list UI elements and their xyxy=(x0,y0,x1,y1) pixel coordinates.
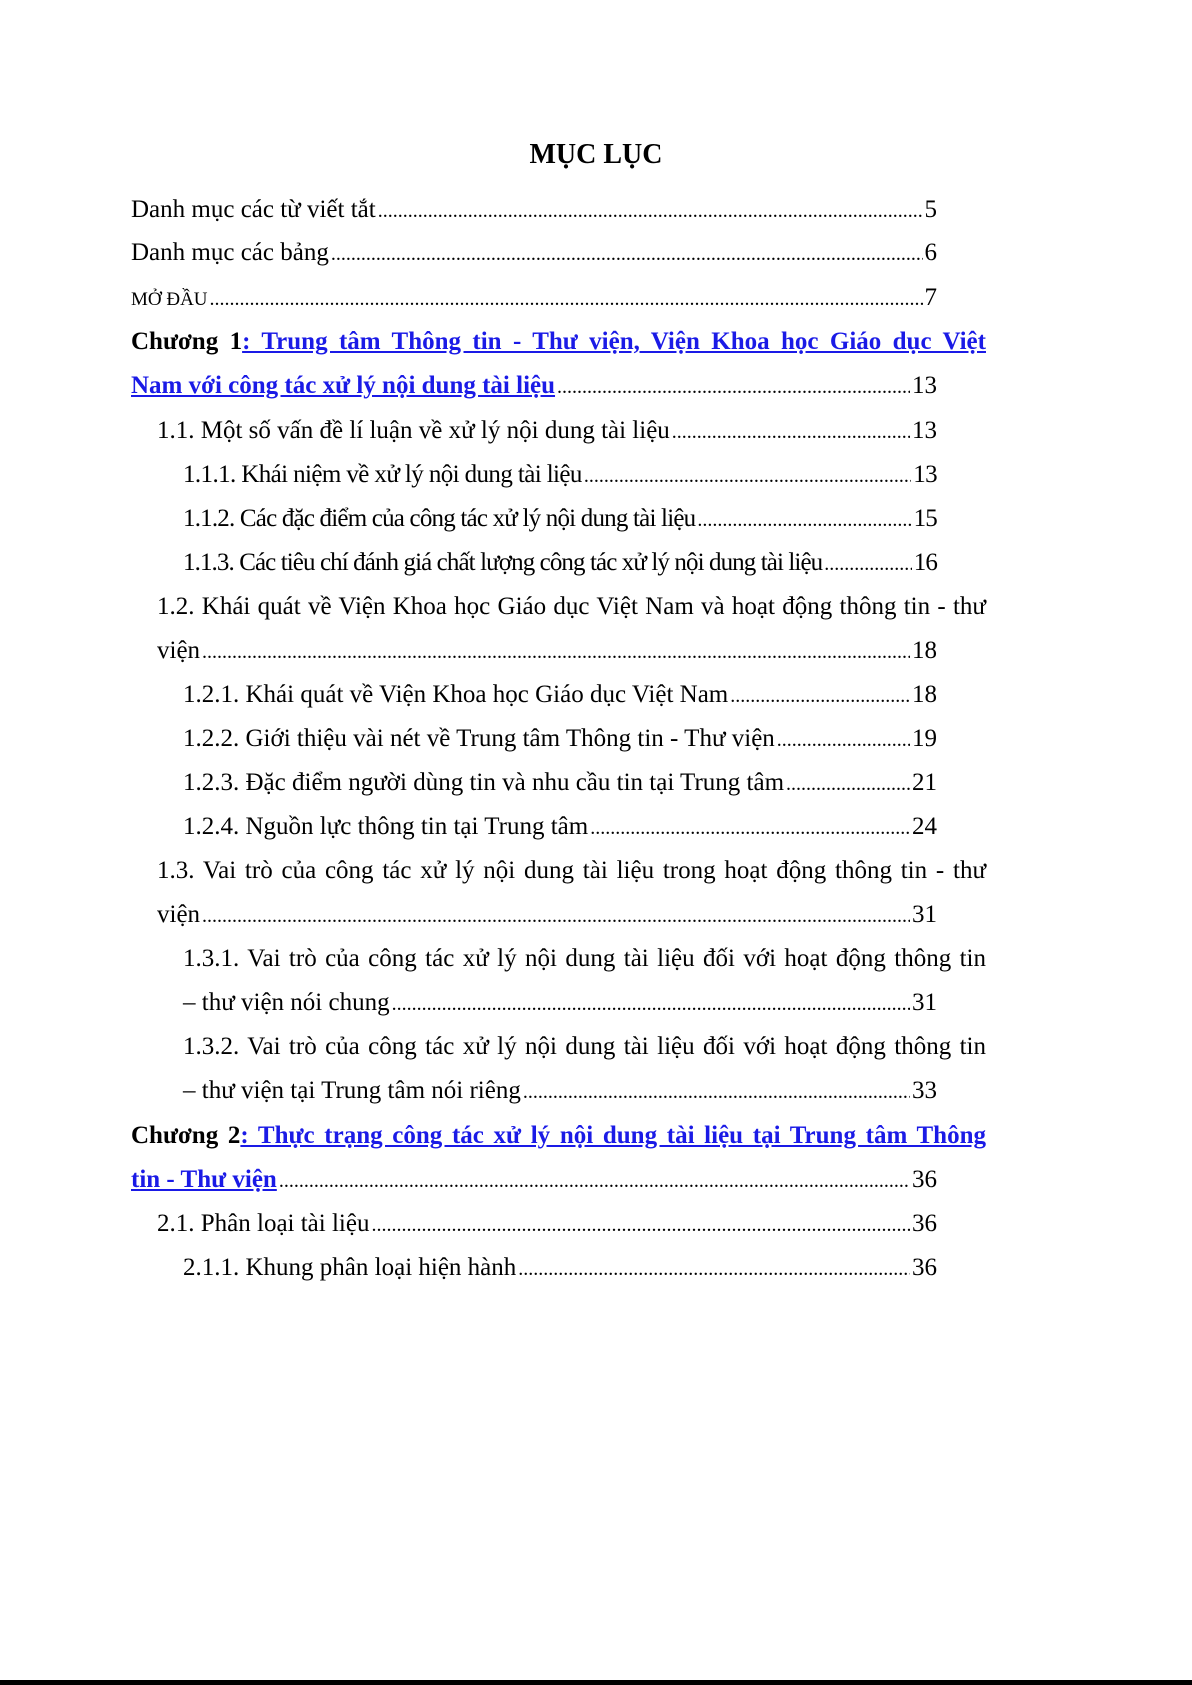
chapter-1-link-continued[interactable]: Nam với công tác xử lý nội dung tài liệu xyxy=(131,372,556,399)
toc-page-number: 6 xyxy=(924,239,937,266)
toc-entry-1-2-2[interactable] xyxy=(183,723,937,756)
toc-page-number: 31 xyxy=(912,901,937,928)
toc-page-number: 7 xyxy=(924,284,937,311)
toc-entry-1-3-1-line2[interactable] xyxy=(183,987,937,1020)
toc-entry-label: – thư viện tại Trung tâm nói riêng xyxy=(183,1077,521,1104)
dot-leader xyxy=(584,460,911,492)
toc-page-number: 13 xyxy=(913,461,937,488)
toc-page-number: 18 xyxy=(912,681,937,708)
dot-leader xyxy=(730,680,910,712)
toc-entry-label: 1.1. Một số vấn đề lí luận về xử lý nội dung tài liệu xyxy=(157,417,670,444)
toc-page-number: 33 xyxy=(912,1077,937,1104)
toc-entry-1-2-line1[interactable]: 1.2. Khái quát về Viện Khoa học Giáo dục Việt Nam và hoạt động thông tin - thư xyxy=(157,593,986,620)
dot-leader xyxy=(523,1076,910,1108)
toc-entry-1-1-1[interactable] xyxy=(183,459,937,492)
toc-entry-1-2-3[interactable] xyxy=(183,767,937,800)
toc-page-number: 18 xyxy=(912,637,937,664)
toc-page-number: 21 xyxy=(912,769,937,796)
toc-entry-label: MỞ ĐẦU xyxy=(131,289,208,310)
dot-leader xyxy=(672,416,910,448)
toc-page-number: 13 xyxy=(912,372,937,399)
toc-entry-label: Danh mục các bảng xyxy=(131,239,329,266)
toc-page-number: 36 xyxy=(912,1166,937,1193)
dot-leader xyxy=(824,548,912,580)
chapter-prefix: Chương 2 xyxy=(131,1122,241,1149)
toc-page-number: 13 xyxy=(912,417,937,444)
toc-page-number: 31 xyxy=(912,989,937,1016)
dot-leader xyxy=(590,812,910,844)
dot-leader xyxy=(210,283,923,315)
page-bottom-border xyxy=(0,1680,1192,1685)
chapter-1-link[interactable]: : Trung tâm Thông tin - Thư viện, Viện Khoa học Giáo dục Việt xyxy=(242,328,986,355)
toc-entry-1-2-1[interactable] xyxy=(183,679,937,712)
toc-entry-label: 2.1. Phân loại tài liệu xyxy=(157,1210,370,1237)
dot-leader xyxy=(518,1253,910,1285)
toc-entry-1-3-1-line1[interactable]: 1.3.1. Vai trò của công tác xử lý nội dung tài liệu đối với hoạt động thông tin xyxy=(183,945,986,972)
toc-entry-1-1-3[interactable] xyxy=(183,547,937,580)
toc-entry-1-3-2-line1[interactable]: 1.3.2. Vai trò của công tác xử lý nội dung tài liệu đối với hoạt động thông tin xyxy=(183,1033,986,1060)
toc-page-number: 19 xyxy=(912,725,937,752)
toc-entry-1-2-line2[interactable] xyxy=(157,635,937,668)
toc-entry-1-1[interactable] xyxy=(157,415,937,448)
dot-leader xyxy=(378,195,923,227)
toc-entry-1-1-2[interactable] xyxy=(183,503,937,536)
toc-entry-2-1-1[interactable] xyxy=(183,1252,937,1285)
toc-chapter-1-line1 xyxy=(131,326,986,358)
toc-page-number: 15 xyxy=(913,505,937,532)
dot-leader xyxy=(557,371,910,403)
toc-entry-1-3-line2[interactable] xyxy=(157,899,937,932)
chapter-2-link-continued[interactable]: tin - Thư viện xyxy=(131,1166,277,1193)
page-title: MỤC LỤC xyxy=(529,139,663,170)
dot-leader xyxy=(371,1209,910,1241)
toc-entry-label: viện xyxy=(157,637,201,664)
toc-entry-label: 1.2.3. Đặc điểm người dùng tin và nhu cầu tin tại Trung tâm xyxy=(183,769,785,796)
toc-entry-label: 1.2.4. Nguồn lực thông tin tại Trung tâm xyxy=(183,813,589,840)
dot-leader xyxy=(777,724,910,756)
toc-entry-label: 1.1.3. Các tiêu chí đánh giá chất lượng công tác xử lý nội dung tài liệu xyxy=(183,549,823,576)
toc-entry-label: 1.2.1. Khái quát về Viện Khoa học Giáo dục Việt Nam xyxy=(183,681,729,708)
toc-entry-label: viện xyxy=(157,901,201,928)
toc-page-number: 24 xyxy=(912,813,937,840)
chapter-prefix: Chương 1 xyxy=(131,328,243,355)
toc-page-number: 5 xyxy=(924,196,937,223)
toc-entry-1-2-4[interactable] xyxy=(183,811,937,844)
toc-entry-abbreviations[interactable] xyxy=(131,194,937,227)
toc-entry-label: – thư viện nói chung xyxy=(183,989,390,1016)
toc-entry-label: 2.1.1. Khung phân loại hiện hành xyxy=(183,1254,517,1281)
toc-page-number: 36 xyxy=(912,1254,937,1281)
toc-entry-label: Danh mục các từ viết tắt xyxy=(131,196,376,223)
toc-page-number: 16 xyxy=(913,549,937,576)
dot-leader xyxy=(202,636,910,668)
toc-chapter-2-line1 xyxy=(131,1120,986,1152)
dot-leader xyxy=(697,504,911,536)
toc-entry-label: 1.2.2. Giới thiệu vài nét về Trung tâm Thông tin - Thư viện xyxy=(183,725,775,752)
toc-chapter-2-line2[interactable] xyxy=(131,1164,937,1197)
dot-leader xyxy=(331,238,923,270)
toc-entry-2-1[interactable] xyxy=(157,1208,937,1241)
toc-entry-introduction[interactable] xyxy=(131,282,937,316)
toc-page-number: 36 xyxy=(912,1210,937,1237)
toc-entry-1-3-line1[interactable]: 1.3. Vai trò của công tác xử lý nội dung tài liệu trong hoạt động thông tin - thư xyxy=(157,857,986,884)
toc-entry-1-3-2-line2[interactable] xyxy=(183,1075,937,1108)
dot-leader xyxy=(786,768,910,800)
dot-leader xyxy=(279,1165,910,1197)
dot-leader xyxy=(392,988,910,1020)
chapter-2-link[interactable]: : Thực trạng công tác xử lý nội dung tài liệu tại Trung tâm Thông xyxy=(240,1122,986,1149)
toc-entry-tables[interactable] xyxy=(131,237,937,270)
toc-entry-label: 1.1.2. Các đặc điểm của công tác xử lý nội dung tài liệu xyxy=(183,505,696,532)
dot-leader xyxy=(202,900,910,932)
toc-entry-label: 1.1.1. Khái niệm về xử lý nội dung tài liệu xyxy=(183,461,582,488)
toc-chapter-1-line2[interactable] xyxy=(131,370,937,403)
